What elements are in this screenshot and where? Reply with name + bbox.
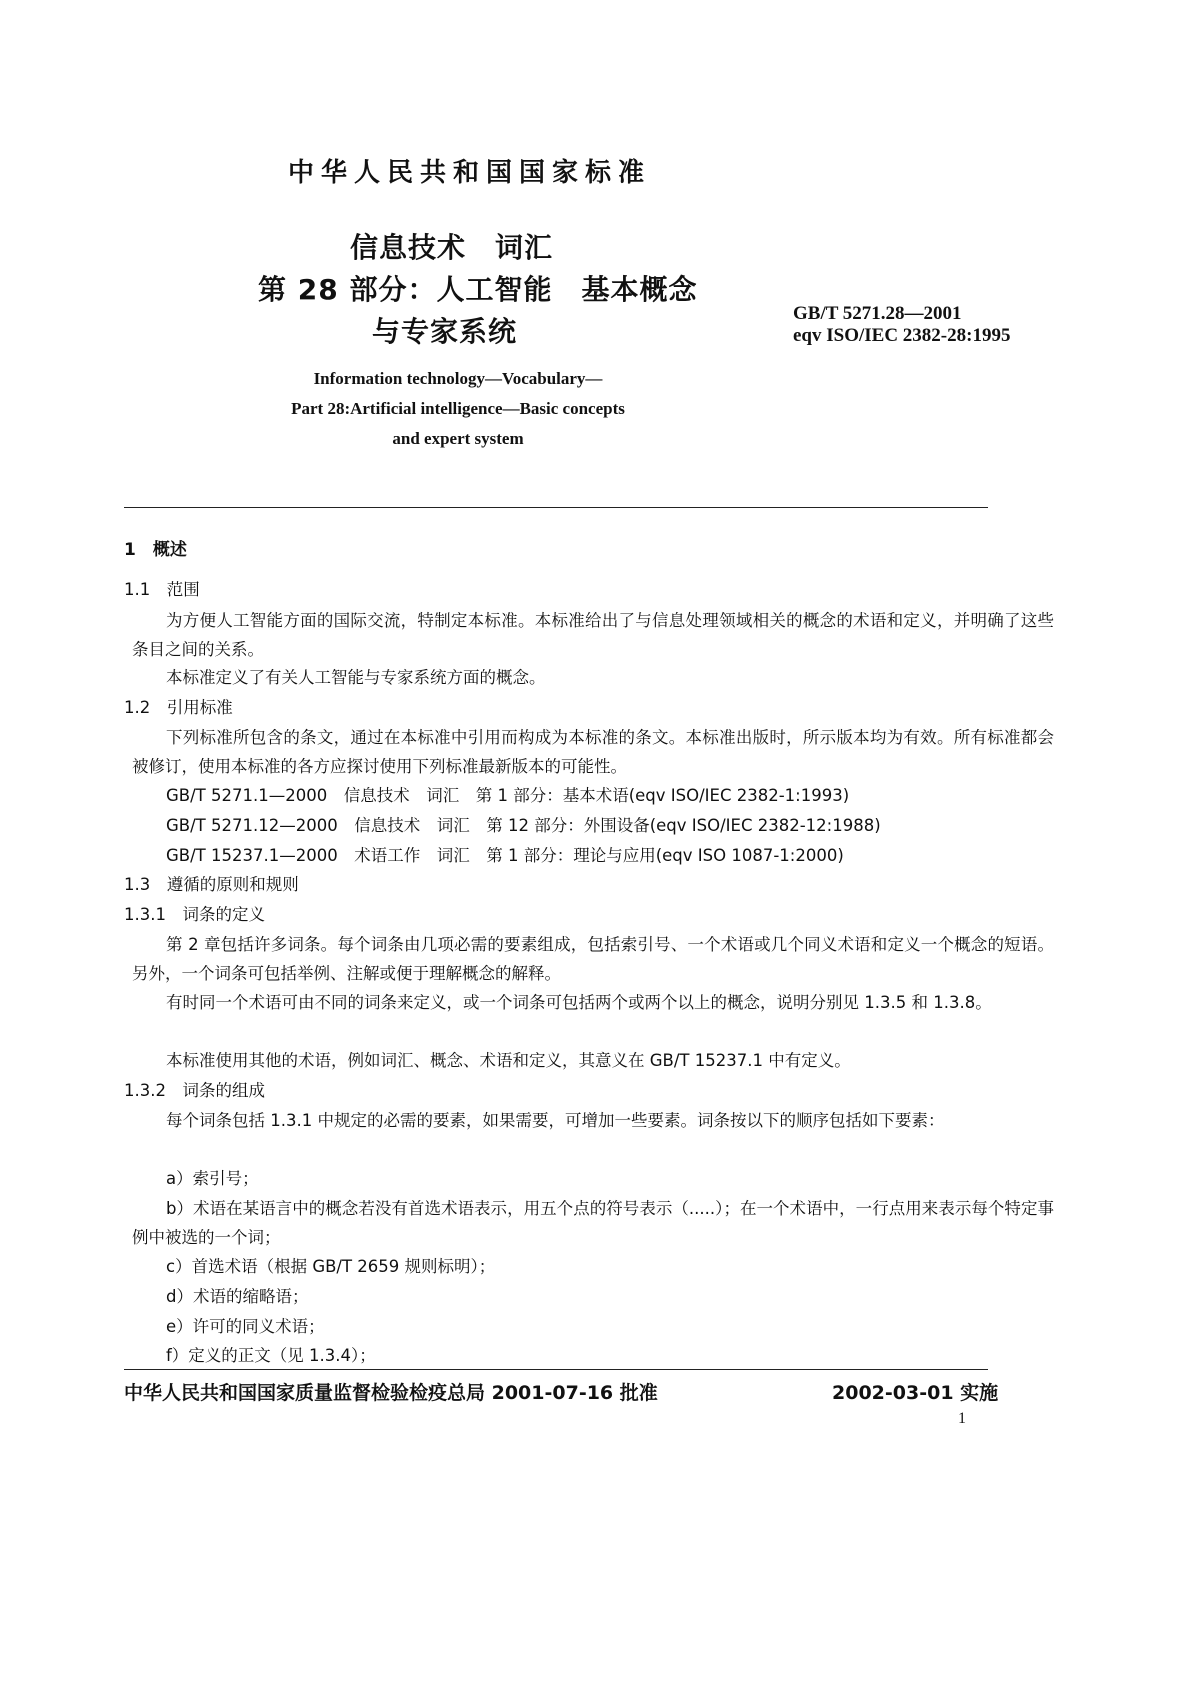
approval-line: 中华人民共和国国家质量监督检验检疫总局 2001-07-16 批准 bbox=[124, 1382, 658, 1404]
section-1-2-heading: 1.2 引用标准 bbox=[124, 698, 233, 717]
section-1-1-heading: 1.1 范围 bbox=[124, 580, 200, 599]
header-divider bbox=[124, 507, 988, 508]
page-number: 1 bbox=[958, 1410, 966, 1427]
title-cn-line2: 第 28 部分：人工智能 基本概念 bbox=[258, 273, 698, 306]
section-1-3-1-paragraph-1: 第 2 章包括许多词条。每个词条由几项必需的要素组成，包括索引号、一个术语或几个同义术语和定义一个概念的短语。另外，一个词条可包括举例、注解或便于理解概念的解释。 bbox=[132, 935, 1054, 983]
list-item: e）许可的同义术语； bbox=[166, 1317, 325, 1336]
implementation-date: 2002-03-01 实施 bbox=[832, 1382, 999, 1404]
title-cn-line3: 与专家系统 bbox=[372, 315, 518, 348]
standard-equivalence: eqv ISO/IEC 2382-28:1995 bbox=[793, 325, 1011, 346]
list-item: c）首选术语（根据 GB/T 2659 规则标明）； bbox=[166, 1257, 496, 1276]
standard-code: GB/T 5271.28—2001 bbox=[793, 303, 962, 324]
title-en-line1: Information technology—Vocabulary— bbox=[313, 369, 603, 388]
section-1-1-paragraph-2: 本标准定义了有关人工智能与专家系统方面的概念。 bbox=[166, 668, 546, 687]
section-1-heading: 1 概述 bbox=[124, 540, 187, 560]
section-1-3-1-heading: 1.3.1 词条的定义 bbox=[124, 905, 265, 924]
list-item: f）定义的正文（见 1.3.4）； bbox=[166, 1346, 376, 1365]
national-standard-label: 中华人民共和国国家标准 bbox=[288, 158, 652, 188]
footer-divider bbox=[124, 1369, 988, 1370]
list-item: b）术语在某语言中的概念若没有首选术语表示，用五个点的符号表示（.....）；在一个术语中，一行点用来表示每个特定事例中被选的一个词； bbox=[132, 1199, 1054, 1247]
section-1-3-2-heading: 1.3.2 词条的组成 bbox=[124, 1081, 265, 1100]
title-en-line2: Part 28:Artificial intelligence—Basic concepts bbox=[291, 399, 625, 418]
section-1-3-1-paragraph-2: 有时同一个术语可由不同的词条来定义，或一个词条可包括两个或两个以上的概念，说明分别见 1.3.5 和 1.3.8。 bbox=[166, 993, 992, 1012]
title-en-line3: and expert system bbox=[392, 429, 524, 448]
list-item: d）术语的缩略语； bbox=[166, 1287, 309, 1306]
reference-item: GB/T 15237.1—2000 术语工作 词汇 第 1 部分：理论与应用(eqv ISO 1087-1:2000) bbox=[166, 846, 844, 865]
title-cn-line1: 信息技术 词汇 bbox=[350, 231, 554, 264]
section-1-3-2-paragraph: 每个词条包括 1.3.1 中规定的必需的要素，如果需要，可增加一些要素。词条按以下的顺序包括如下要素： bbox=[166, 1111, 945, 1130]
section-1-2-paragraph: 下列标准所包含的条文，通过在本标准中引用而构成为本标准的条文。本标准出版时，所示版本均为有效。所有标准都会被修订，使用本标准的各方应探讨使用下列标准最新版本的可能性。 bbox=[132, 728, 1054, 776]
section-1-1-paragraph-1: 为方便人工智能方面的国际交流，特制定本标准。本标准给出了与信息处理领域相关的概念的术语和定义，并明确了这些条目之间的关系。 bbox=[132, 611, 1054, 659]
section-1-3-1-paragraph-3: 本标准使用其他的术语，例如词汇、概念、术语和定义，其意义在 GB/T 15237.1 中有定义。 bbox=[166, 1051, 851, 1070]
reference-item: GB/T 5271.12—2000 信息技术 词汇 第 12 部分：外围设备(eqv ISO/IEC 2382-12:1988) bbox=[166, 816, 881, 835]
section-1-3-heading: 1.3 遵循的原则和规则 bbox=[124, 875, 299, 894]
reference-item: GB/T 5271.1—2000 信息技术 词汇 第 1 部分：基本术语(eqv ISO/IEC 2382-1:1993) bbox=[166, 786, 850, 805]
list-item: a）索引号； bbox=[166, 1169, 259, 1188]
